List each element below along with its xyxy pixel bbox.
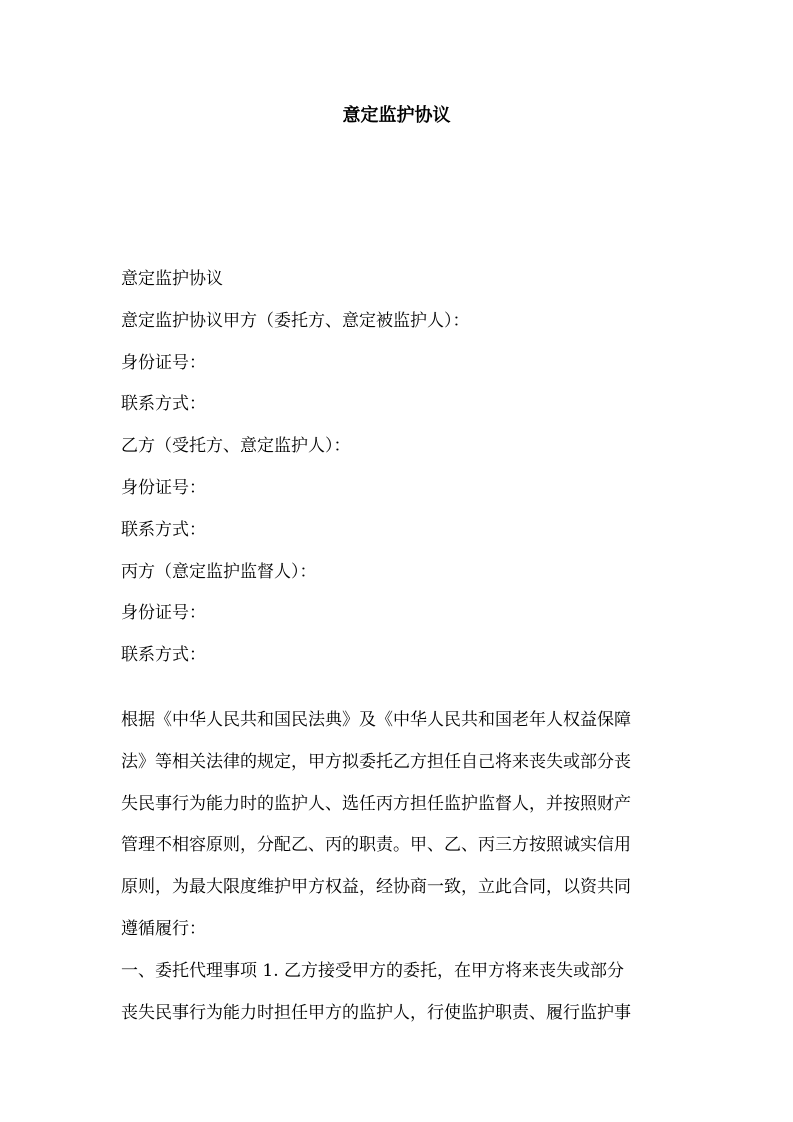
document-title: 意定监护协议: [342, 105, 451, 126]
subtitle-line: 意定监护协议: [121, 269, 223, 289]
paragraph-line: 管理不相容原则，分配乙、丙的职责。甲、乙、丙三方按照诚实信用: [121, 835, 631, 856]
party-a-label: 意定监护协议甲方（委托方、意定被监护人）：: [121, 310, 470, 331]
party-b-label: 乙方（受托方、意定监护人）：: [121, 436, 351, 457]
party-b-contact-label: 联系方式：: [121, 519, 206, 540]
paragraph-line: 原则，为最大限度维护甲方权益，经协商一致，立此合同，以资共同: [121, 877, 631, 898]
party-a-contact-label: 联系方式：: [121, 394, 206, 415]
party-c-contact-label: 联系方式：: [121, 645, 206, 666]
party-c-id-label: 身份证号：: [121, 603, 206, 624]
section-line: 一、委托代理事项 1. 乙方接受甲方的委托，在甲方将来丧失或部分: [121, 960, 625, 981]
section-line: 丧失民事行为能力时担任甲方的监护人，行使监护职责、履行监护事: [121, 1002, 631, 1023]
paragraph-line: 遵循履行：: [121, 918, 206, 939]
party-b-id-label: 身份证号：: [121, 477, 206, 498]
paragraph-line: 失民事行为能力时的监护人、选任丙方担任监护监督人，并按照财产: [121, 793, 631, 814]
agreement-body: [121, 700, 676, 1034]
party-c-label: 丙方（意定监护监督人）：: [121, 561, 317, 582]
party-a-id-label: 身份证号：: [121, 352, 206, 373]
party-fields: [121, 259, 676, 677]
paragraph-line: 法》等相关法律的规定，甲方拟委托乙方担任自己将来丧失或部分丧: [121, 751, 631, 772]
paragraph-line: 根据《中华人民共和国民法典》及《中华人民共和国老年人权益保障: [121, 710, 631, 730]
